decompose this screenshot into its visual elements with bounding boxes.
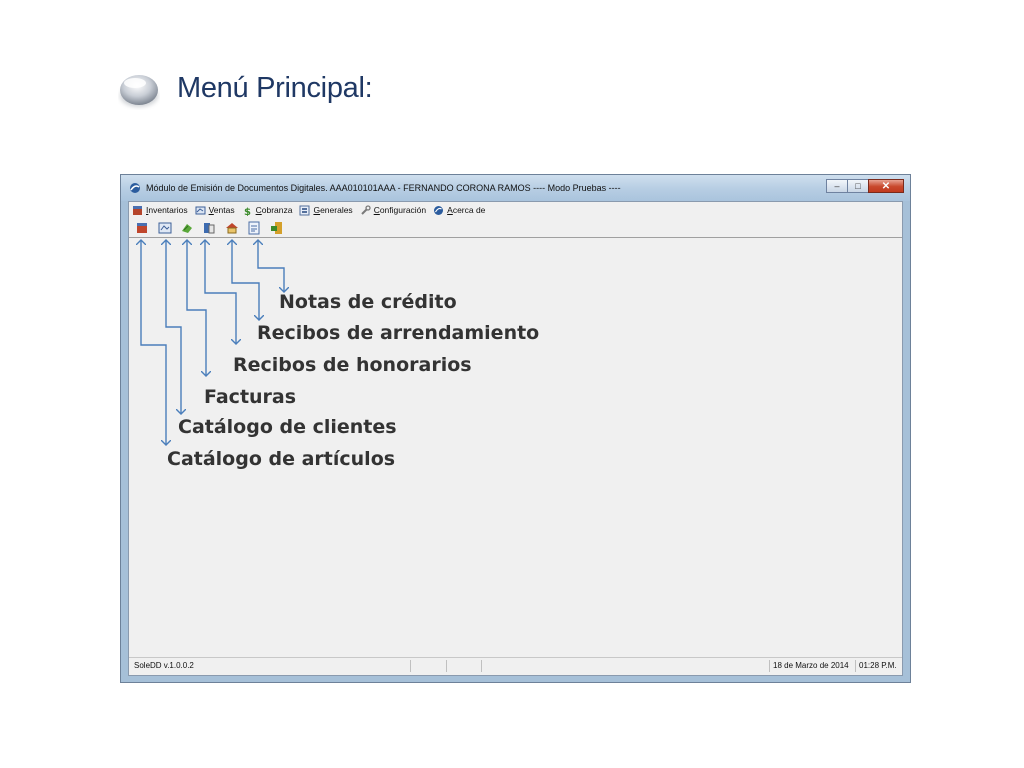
menu-configuracion[interactable]: [360, 205, 426, 216]
window-client-area: [128, 201, 903, 676]
maximize-button[interactable]: □: [847, 179, 869, 193]
exit-icon[interactable]: [270, 221, 284, 235]
app-logo-icon: [129, 182, 141, 194]
menu-label: Configuración: [373, 205, 427, 215]
invoice-icon[interactable]: [180, 221, 194, 235]
menu-cobranza[interactable]: [242, 205, 293, 216]
menu-bar: [129, 202, 902, 218]
general-icon: [299, 205, 310, 216]
clients-catalog-icon[interactable]: [158, 221, 172, 235]
credit-note-icon[interactable]: [247, 221, 261, 235]
status-panel: [446, 660, 482, 672]
annotation-catalogo-articulos: Catálogo de artículos: [167, 448, 396, 470]
status-version: SoleDD v.1.0.0.2: [134, 661, 194, 670]
menu-inventarios[interactable]: [132, 205, 188, 216]
annotation-facturas: Facturas: [204, 386, 297, 408]
menu-acerca-de[interactable]: [433, 205, 485, 216]
annotation-recibos-arrendamiento: Recibos de arrendamiento: [257, 322, 540, 344]
rent-receipt-icon[interactable]: [225, 221, 239, 235]
fee-receipt-icon[interactable]: [202, 221, 216, 235]
status-bar: [129, 657, 902, 675]
status-time: 01:28 P.M.: [855, 660, 907, 672]
status-date: 18 de Marzo de 2014: [769, 660, 857, 672]
about-icon: [433, 205, 444, 216]
money-icon: [242, 205, 253, 216]
menu-label: Generales: [313, 205, 353, 215]
window-title: Módulo de Emisión de Documentos Digitales. AAA010101AAA - FERNANDO CORONA RAMOS ---- Modo Pruebas ----: [146, 183, 621, 193]
menu-ventas[interactable]: [195, 205, 235, 216]
toolbar: [129, 218, 902, 238]
close-button[interactable]: ✕: [868, 179, 904, 193]
articles-catalog-icon[interactable]: [135, 221, 149, 235]
annotation-catalogo-clientes: Catálogo de clientes: [178, 416, 397, 438]
bullet-orb-icon: [118, 72, 160, 110]
sales-icon: [195, 205, 206, 216]
menu-label: Acerca de: [447, 205, 486, 215]
status-panel: [410, 660, 446, 672]
minimize-button[interactable]: –: [826, 179, 848, 193]
slide-title: Menú Principal:: [177, 72, 373, 104]
window-titlebar[interactable]: [121, 175, 910, 201]
annotation-recibos-honorarios: Recibos de honorarios: [233, 354, 472, 376]
menu-label: Cobranza: [255, 205, 293, 215]
wrench-icon: [360, 205, 371, 216]
menu-label: Ventas: [208, 205, 235, 215]
inventory-icon: [132, 205, 143, 216]
menu-label: Inventarios: [146, 205, 188, 215]
svg-text:$: $: [243, 206, 251, 216]
annotation-notas-credito: Notas de crédito: [279, 291, 457, 313]
window-controls: [827, 179, 904, 195]
status-panel: [481, 660, 517, 672]
menu-generales[interactable]: [299, 205, 352, 216]
